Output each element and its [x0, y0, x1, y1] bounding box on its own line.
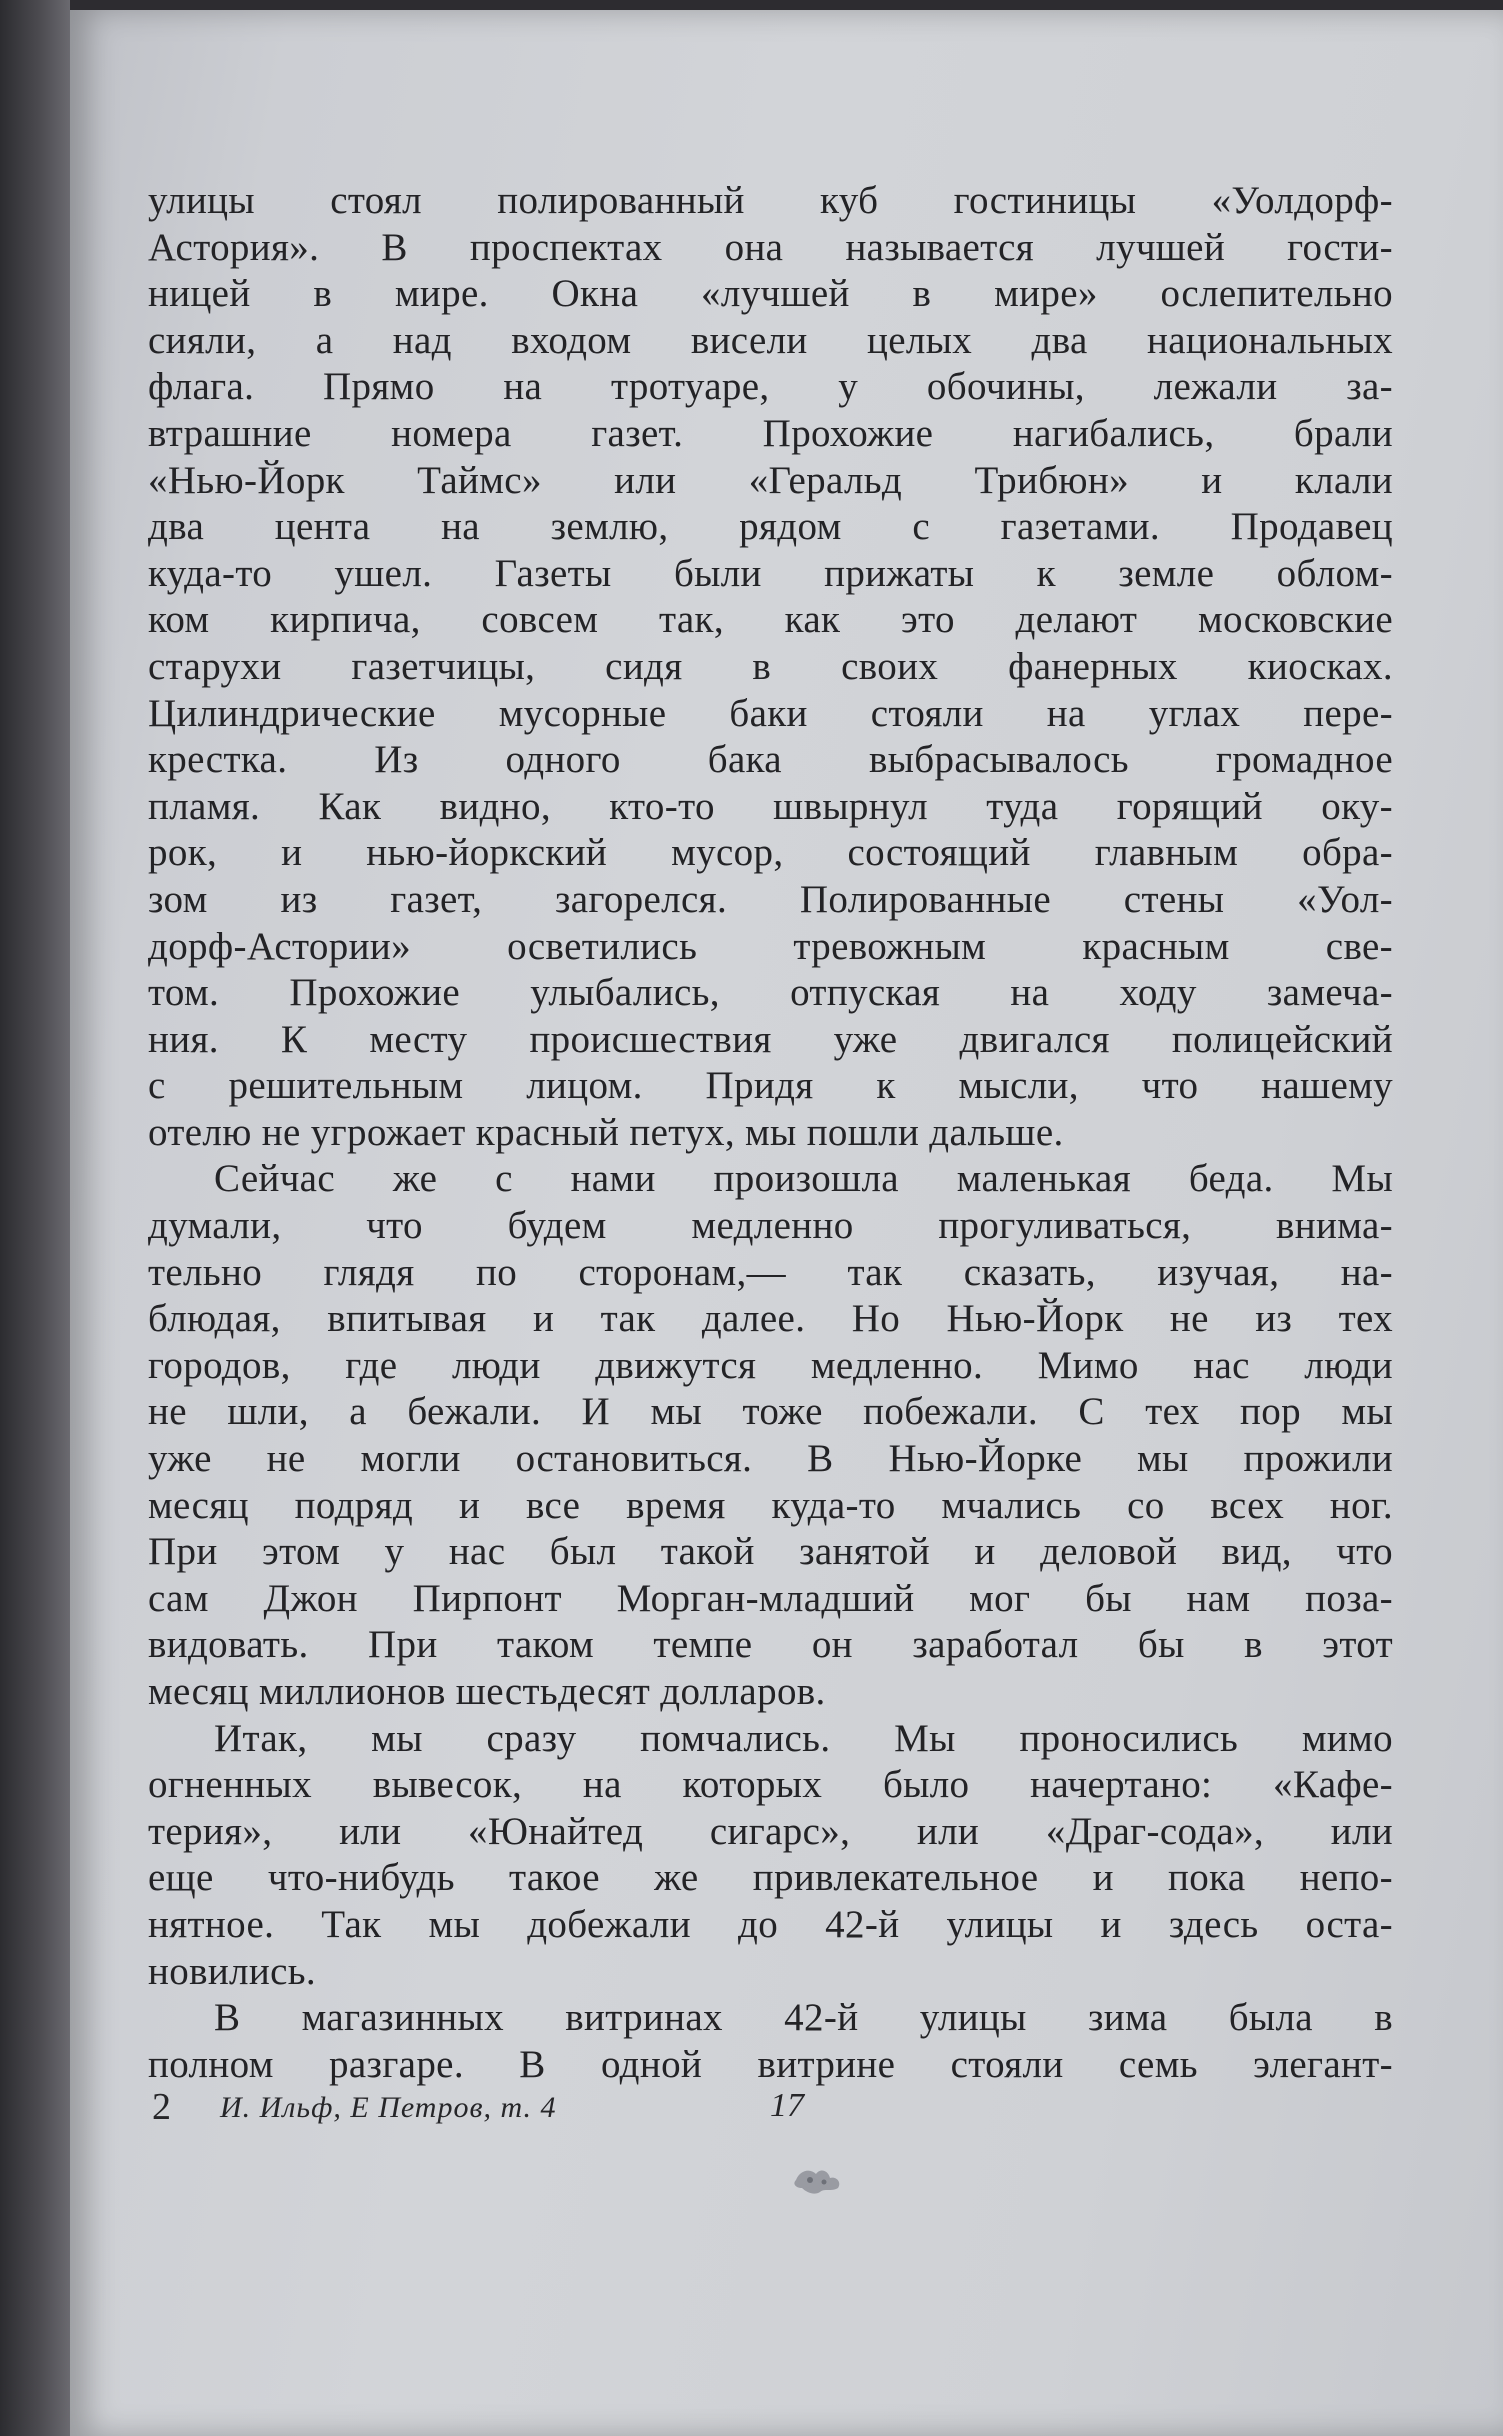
- paragraph-start-line: В магазинных витринах 42-й улицы зима была в: [214, 1996, 1393, 2040]
- text-line: Астория». В проспектах она называется лучшей гости-: [148, 225, 1393, 269]
- text-line: ния. К месту происшествия уже двигался полицейский: [148, 1017, 1393, 1061]
- text-line: Цилиндрические мусорные баки стояли на углах пере-: [148, 691, 1393, 735]
- page-footer: [152, 2085, 1252, 2145]
- paragraph-start-line: Сейчас же с нами произошла маленькая беда. Мы: [214, 1157, 1393, 1201]
- text-line: видовать. При таком темпе он заработал бы в этот: [148, 1623, 1393, 1667]
- book-page: [70, 10, 1503, 2436]
- text-line: «Нью-Йорк Таймс» или «Геральд Трибюн» и клали: [148, 458, 1393, 502]
- text-line: не шли, а бежали. И мы тоже побежали. С тех пор мы: [148, 1390, 1393, 1434]
- text-line: полном разгаре. В одной витрине стояли семь элегант-: [148, 2042, 1393, 2086]
- text-line: флага. Прямо на тротуаре, у обочины, лежали за-: [148, 365, 1393, 409]
- text-line: старухи газетчицы, сидя в своих фанерных киосках.: [148, 644, 1393, 688]
- text-line: уже не могли остановиться. В Нью-Йорке мы прожили: [148, 1437, 1393, 1481]
- text-line: тельно глядя по сторонам,— так сказать, изучая, на-: [148, 1250, 1393, 1294]
- text-line: пламя. Как видно, кто-то швырнул туда горящий оку-: [148, 784, 1393, 828]
- text-line: месяц подряд и все время куда-то мчались со всех ног.: [148, 1483, 1393, 1527]
- text-line: куда-то ушел. Газеты были прижаты к земле облом-: [148, 551, 1393, 595]
- paragraph-end-line: новились.: [148, 1949, 316, 1993]
- text-line: огненных вывесок, на которых было начертано: «Кафе-: [148, 1763, 1393, 1807]
- page-number: 17: [770, 2087, 804, 2124]
- text-line: сам Джон Пирпонт Морган-младший мог бы нам поза-: [148, 1576, 1393, 1620]
- text-line: думали, что будем медленно прогуливаться, внима-: [148, 1204, 1393, 1248]
- text-line: улицы стоял полированный куб гостиницы «Уолдорф-: [148, 179, 1393, 222]
- text-line: блюдая, впитывая и так далее. Но Нью-Йорк не из тех: [148, 1297, 1393, 1341]
- text-line: втрашние номера газет. Прохожие нагибались, брали: [148, 411, 1393, 455]
- text-line: зом из газет, загорелся. Полированные стены «Уол-: [148, 877, 1393, 921]
- book-spine-shadow: [0, 0, 70, 2436]
- ink-blot-mark: [788, 2162, 848, 2202]
- text-line: терия», или «Юнайтед сигарс», или «Драг-сода», или: [148, 1809, 1393, 1853]
- text-line: При этом у нас был такой занятой и деловой вид, что: [148, 1530, 1393, 1574]
- text-line: том. Прохожие улыбались, отпуская на ходу замеча-: [148, 971, 1393, 1015]
- signature-text: И. Ильф, Е Петров, т. 4: [220, 2091, 557, 2124]
- text-line: рок, и нью-йоркский мусор, состоящий главным обра-: [148, 831, 1393, 875]
- text-line: дорф-Астории» осветились тревожным красным све-: [148, 924, 1393, 968]
- text-line: два цента на землю, рядом с газетами. Продавец: [148, 505, 1393, 549]
- signature-number: 2: [152, 2086, 171, 2128]
- text-line: еще что-нибудь такое же привлекательное и пока непо-: [148, 1856, 1393, 1900]
- text-line: ницей в мире. Окна «лучшей в мире» ослепительно: [148, 272, 1393, 316]
- text-line: крестка. Из одного бака выбрасывалось громадное: [148, 738, 1393, 782]
- paragraph-end-line: месяц миллионов шестьдесят долларов.: [148, 1670, 826, 1713]
- paragraph-end-line: отелю не угрожает красный петух, мы пошли дальше.: [148, 1110, 1064, 1154]
- text-line: ком кирпича, совсем так, как это делают московские: [148, 598, 1393, 642]
- paragraph-start-line: Итак, мы сразу помчались. Мы проносились мимо: [214, 1716, 1393, 1760]
- text-line: сияли, а над входом висели целых два национальных: [148, 318, 1393, 362]
- text-line: с решительным лицом. Придя к мысли, что нашему: [148, 1064, 1393, 1108]
- text-line: городов, где люди движутся медленно. Мимо нас люди: [148, 1343, 1393, 1387]
- text-line: нятное. Так мы добежали до 42-й улицы и здесь оста-: [148, 1902, 1393, 1946]
- page-body-text: [148, 178, 1393, 2088]
